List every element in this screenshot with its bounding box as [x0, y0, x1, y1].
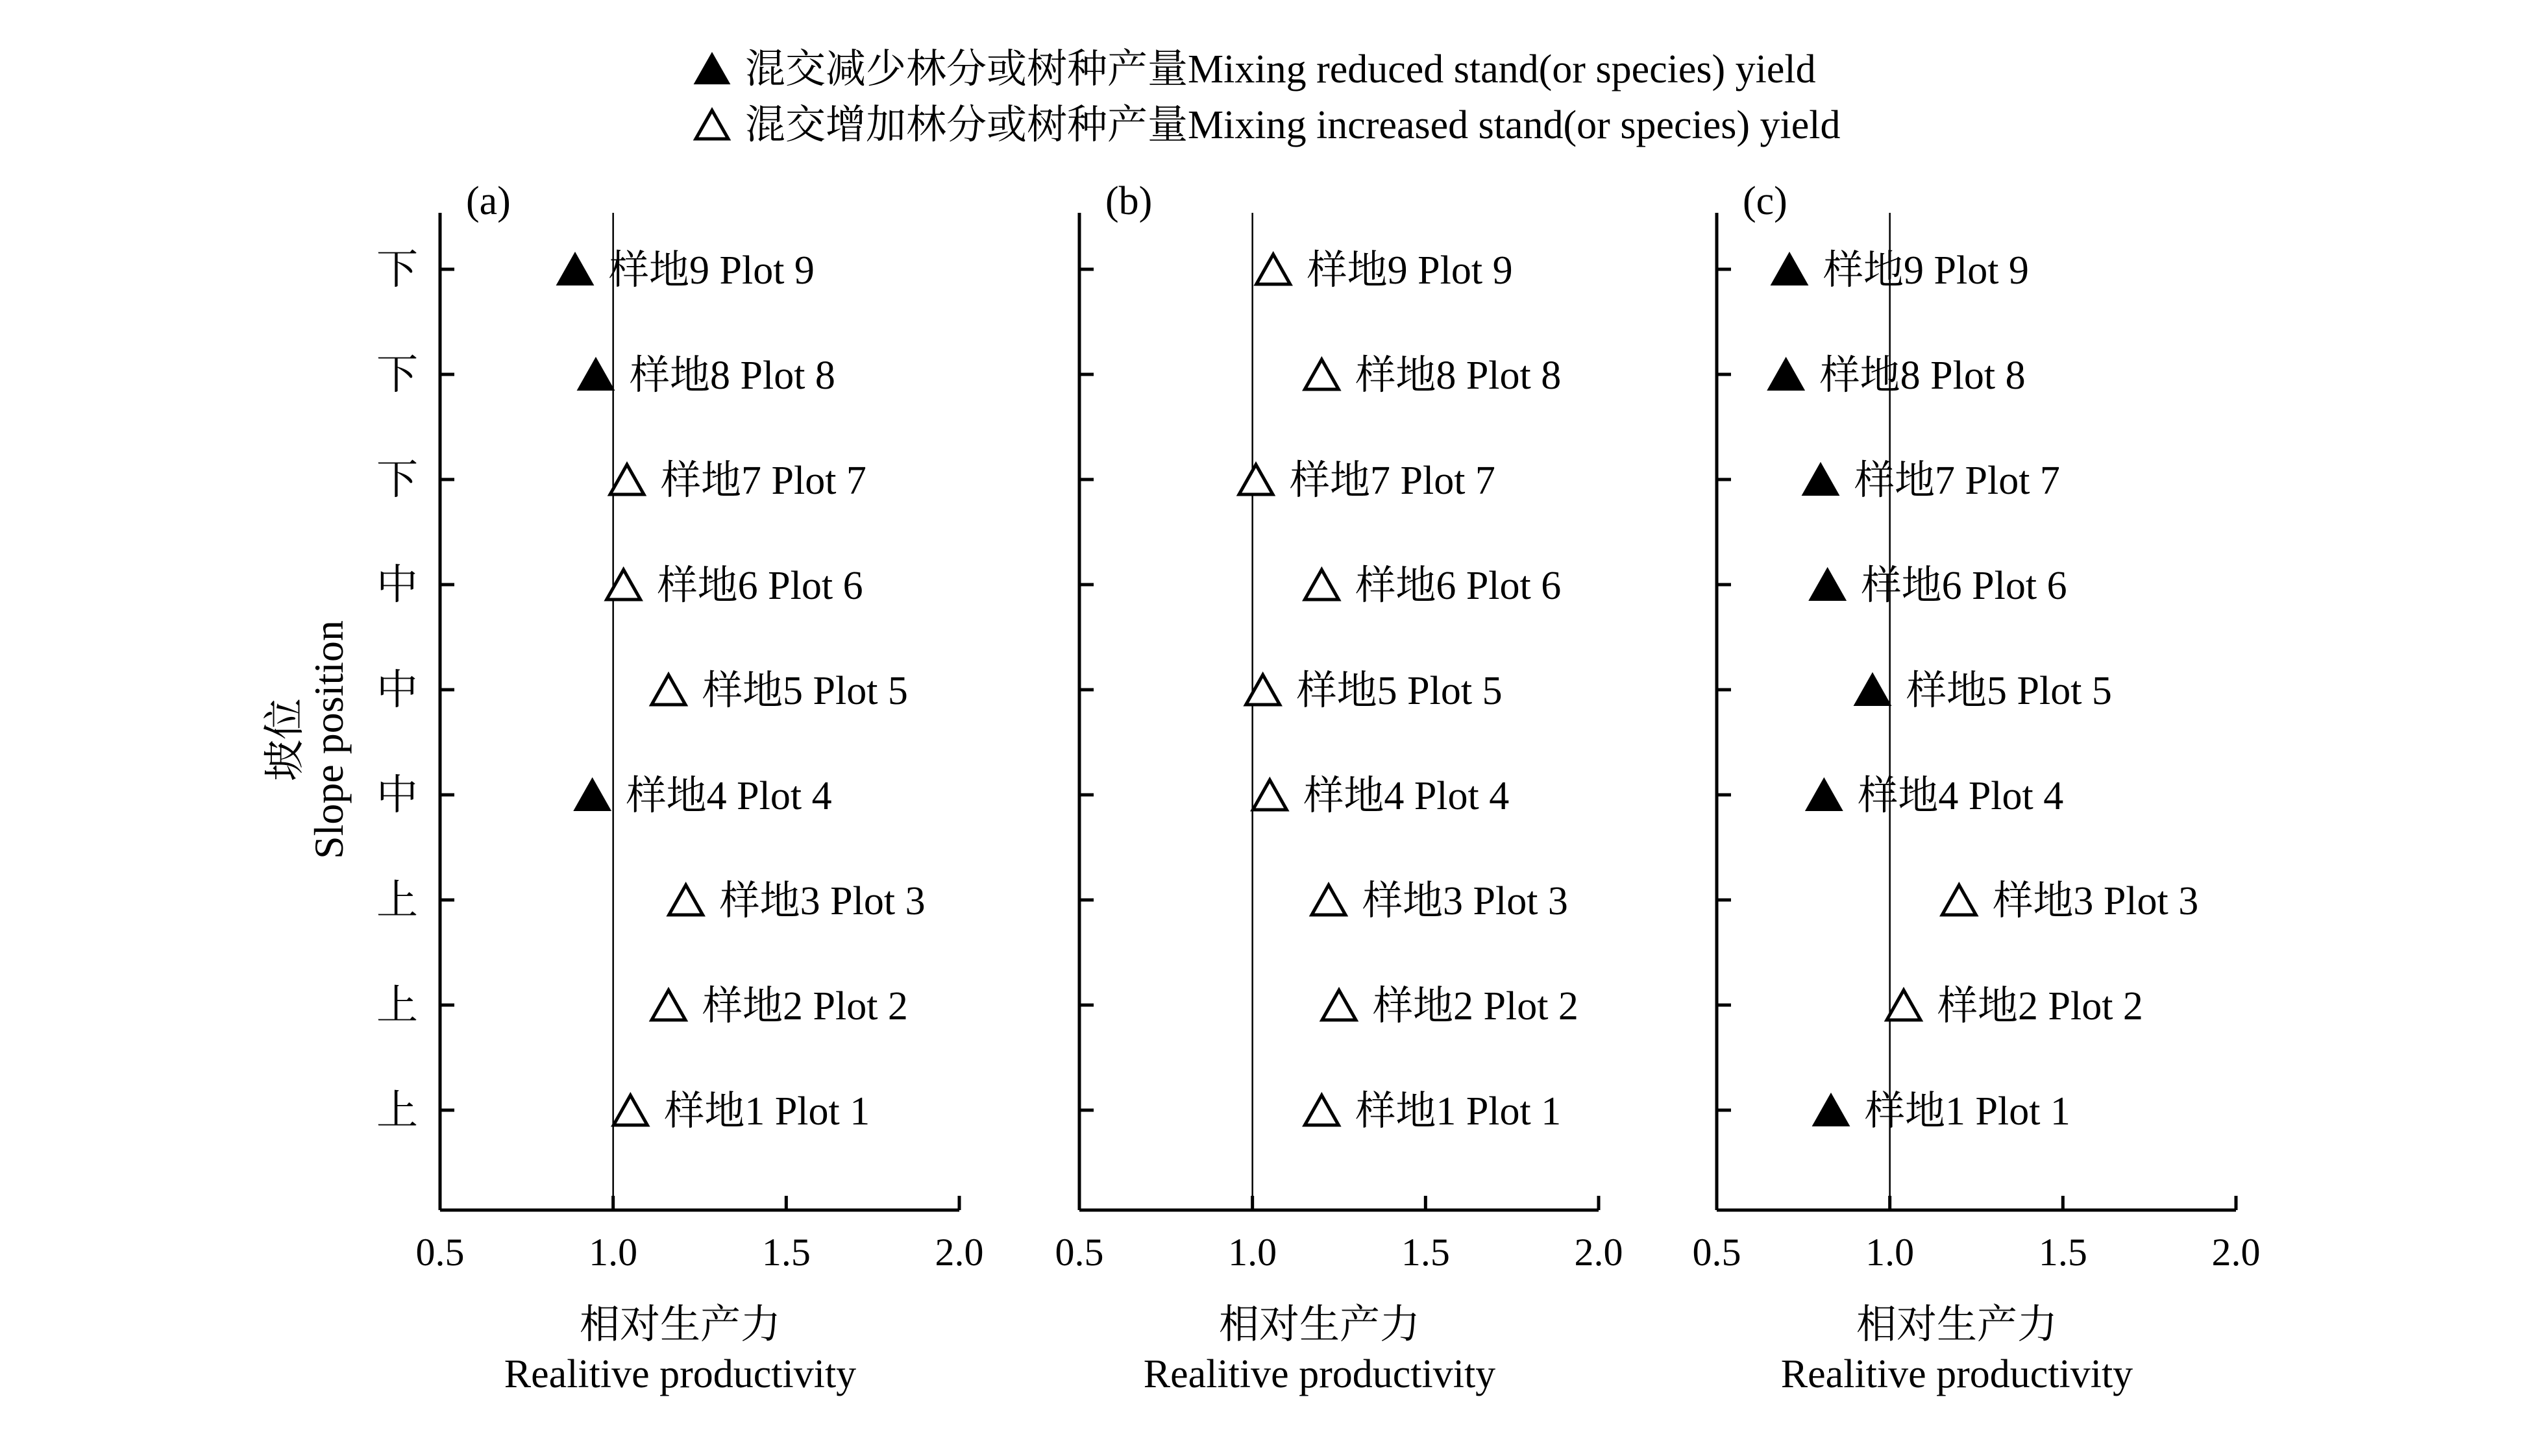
open-triangle-marker: [613, 1095, 647, 1125]
legend-increased-label: 混交增加林分或树种产量Mixing increased stand(or species) yield: [745, 103, 1841, 147]
x-tick-label: 2.0: [935, 1231, 984, 1274]
open-triangle-marker: [1257, 254, 1290, 284]
plot-label: 样地7 Plot 7: [1854, 459, 2060, 503]
y-axis-title: [262, 620, 352, 859]
plot-label: 样地4 Plot 4: [1858, 774, 2064, 818]
filled-triangle-marker: [579, 359, 613, 389]
x-tick-label: 1.0: [1228, 1231, 1277, 1274]
y-axis-title-line2: Slope position: [306, 620, 352, 860]
x-tick-label: 2.0: [1574, 1231, 1623, 1274]
panel-c: [1693, 179, 2261, 1396]
plot-label: 样地3 Plot 3: [1362, 879, 1568, 923]
plot-label: 样地4 Plot 4: [1303, 774, 1510, 818]
filled-triangle-marker: [1807, 780, 1841, 810]
panel-label: (b): [1105, 179, 1153, 223]
x-tick-label: 0.5: [415, 1231, 465, 1274]
plot-label: 样地2 Plot 2: [702, 984, 908, 1028]
x-tick-label: 1.0: [1865, 1231, 1915, 1274]
x-axis-title-line2: Realitive productivity: [504, 1352, 857, 1396]
filled-triangle-marker: [576, 780, 609, 810]
plot-label: 样地4 Plot 4: [626, 774, 832, 818]
plot-label: 样地1 Plot 1: [1865, 1089, 2070, 1134]
plot-label: 样地6 Plot 6: [657, 564, 863, 608]
filled-triangle-marker: [1769, 359, 1803, 389]
open-triangle-marker: [1246, 675, 1280, 705]
y-axis-title-line1: 坡位: [262, 698, 308, 781]
slope-position-label: 中: [376, 772, 418, 818]
x-tick-label: 1.5: [1401, 1231, 1450, 1274]
plot-label: 样地7 Plot 7: [661, 459, 866, 503]
open-triangle-marker: [1322, 990, 1356, 1020]
plot-label: 样地8 Plot 8: [1355, 354, 1562, 398]
open-triangle-marker: [1253, 780, 1286, 810]
slope-position-label: 上: [376, 877, 418, 923]
x-axis-title-line1: 相对生产力: [1856, 1303, 2058, 1347]
open-triangle-marker: [1305, 570, 1338, 600]
legend: [696, 47, 1840, 147]
filled-triangle-marker: [1773, 254, 1806, 284]
x-tick-label: 0.5: [1692, 1231, 1741, 1274]
open-triangle-marker: [652, 990, 685, 1020]
panel-a: [416, 179, 984, 1396]
open-triangle-marker: [669, 885, 703, 915]
plot-label: 样地1 Plot 1: [664, 1089, 870, 1134]
panel-b: [1055, 179, 1623, 1396]
slope-position-label: 下: [376, 457, 418, 503]
x-axis-title-line1: 相对生产力: [579, 1303, 781, 1347]
panel-label: (a): [466, 179, 511, 223]
plot-label: 样地5 Plot 5: [1906, 669, 2112, 713]
open-triangle-marker: [1305, 359, 1338, 389]
plot-label: 样地9 Plot 9: [609, 249, 815, 293]
plot-label: 样地8 Plot 8: [630, 354, 835, 398]
plot-label: 样地1 Plot 1: [1355, 1089, 1562, 1134]
legend-reduced-label: 混交减少林分或树种产量Mixing reduced stand(or species) yield: [745, 47, 1816, 91]
legend-filled-triangle-icon: [696, 55, 728, 83]
slope-position-label: 上: [376, 982, 418, 1028]
plot-label: 样地3 Plot 3: [1993, 879, 2199, 923]
slope-position-label: 中: [376, 667, 418, 713]
plot-label: 样地7 Plot 7: [1290, 459, 1495, 503]
open-triangle-marker: [1312, 885, 1345, 915]
plot-label: 样地5 Plot 5: [702, 669, 908, 713]
slope-position-label: 上: [376, 1087, 418, 1134]
x-tick-label: 0.5: [1055, 1231, 1104, 1274]
plot-label: 样地6 Plot 6: [1861, 564, 2067, 608]
plot-label: 样地3 Plot 3: [719, 879, 926, 923]
x-axis-title-line1: 相对生产力: [1218, 1303, 1421, 1347]
open-triangle-marker: [607, 570, 641, 600]
plot-label: 样地2 Plot 2: [1373, 984, 1578, 1028]
open-triangle-marker: [1305, 1095, 1338, 1125]
open-triangle-marker: [652, 675, 685, 705]
filled-triangle-marker: [558, 254, 592, 284]
plot-label: 样地6 Plot 6: [1355, 564, 1562, 608]
x-tick-label: 1.5: [2038, 1231, 2087, 1274]
x-tick-label: 1.0: [589, 1231, 638, 1274]
plot-label: 样地9 Plot 9: [1307, 249, 1513, 293]
open-triangle-marker: [1239, 465, 1273, 494]
x-tick-label: 2.0: [2211, 1231, 2261, 1274]
slope-position-label: 中: [376, 562, 418, 608]
x-axis-title-line2: Realitive productivity: [1780, 1352, 2133, 1396]
open-triangle-marker: [1887, 990, 1921, 1020]
plot-label: 样地5 Plot 5: [1296, 669, 1503, 713]
plot-label: 样地8 Plot 8: [1819, 354, 2026, 398]
slope-position-label: 下: [376, 247, 418, 293]
filled-triangle-marker: [1814, 1095, 1848, 1125]
filled-triangle-marker: [1804, 465, 1837, 494]
panel-label: (c): [1743, 179, 1787, 223]
slope-position-labels: [376, 247, 418, 1134]
panels: [416, 179, 2261, 1396]
open-triangle-marker: [1942, 885, 1976, 915]
legend-open-triangle-icon: [696, 110, 728, 139]
open-triangle-marker: [610, 465, 644, 494]
x-tick-label: 1.5: [761, 1231, 811, 1274]
plot-label: 样地2 Plot 2: [1937, 984, 2143, 1028]
slope-position-label: 下: [376, 352, 418, 398]
x-axis-title-line2: Realitive productivity: [1143, 1352, 1496, 1396]
plot-label: 样地9 Plot 9: [1823, 249, 2029, 293]
filled-triangle-marker: [1856, 675, 1889, 705]
filled-triangle-marker: [1811, 570, 1845, 600]
